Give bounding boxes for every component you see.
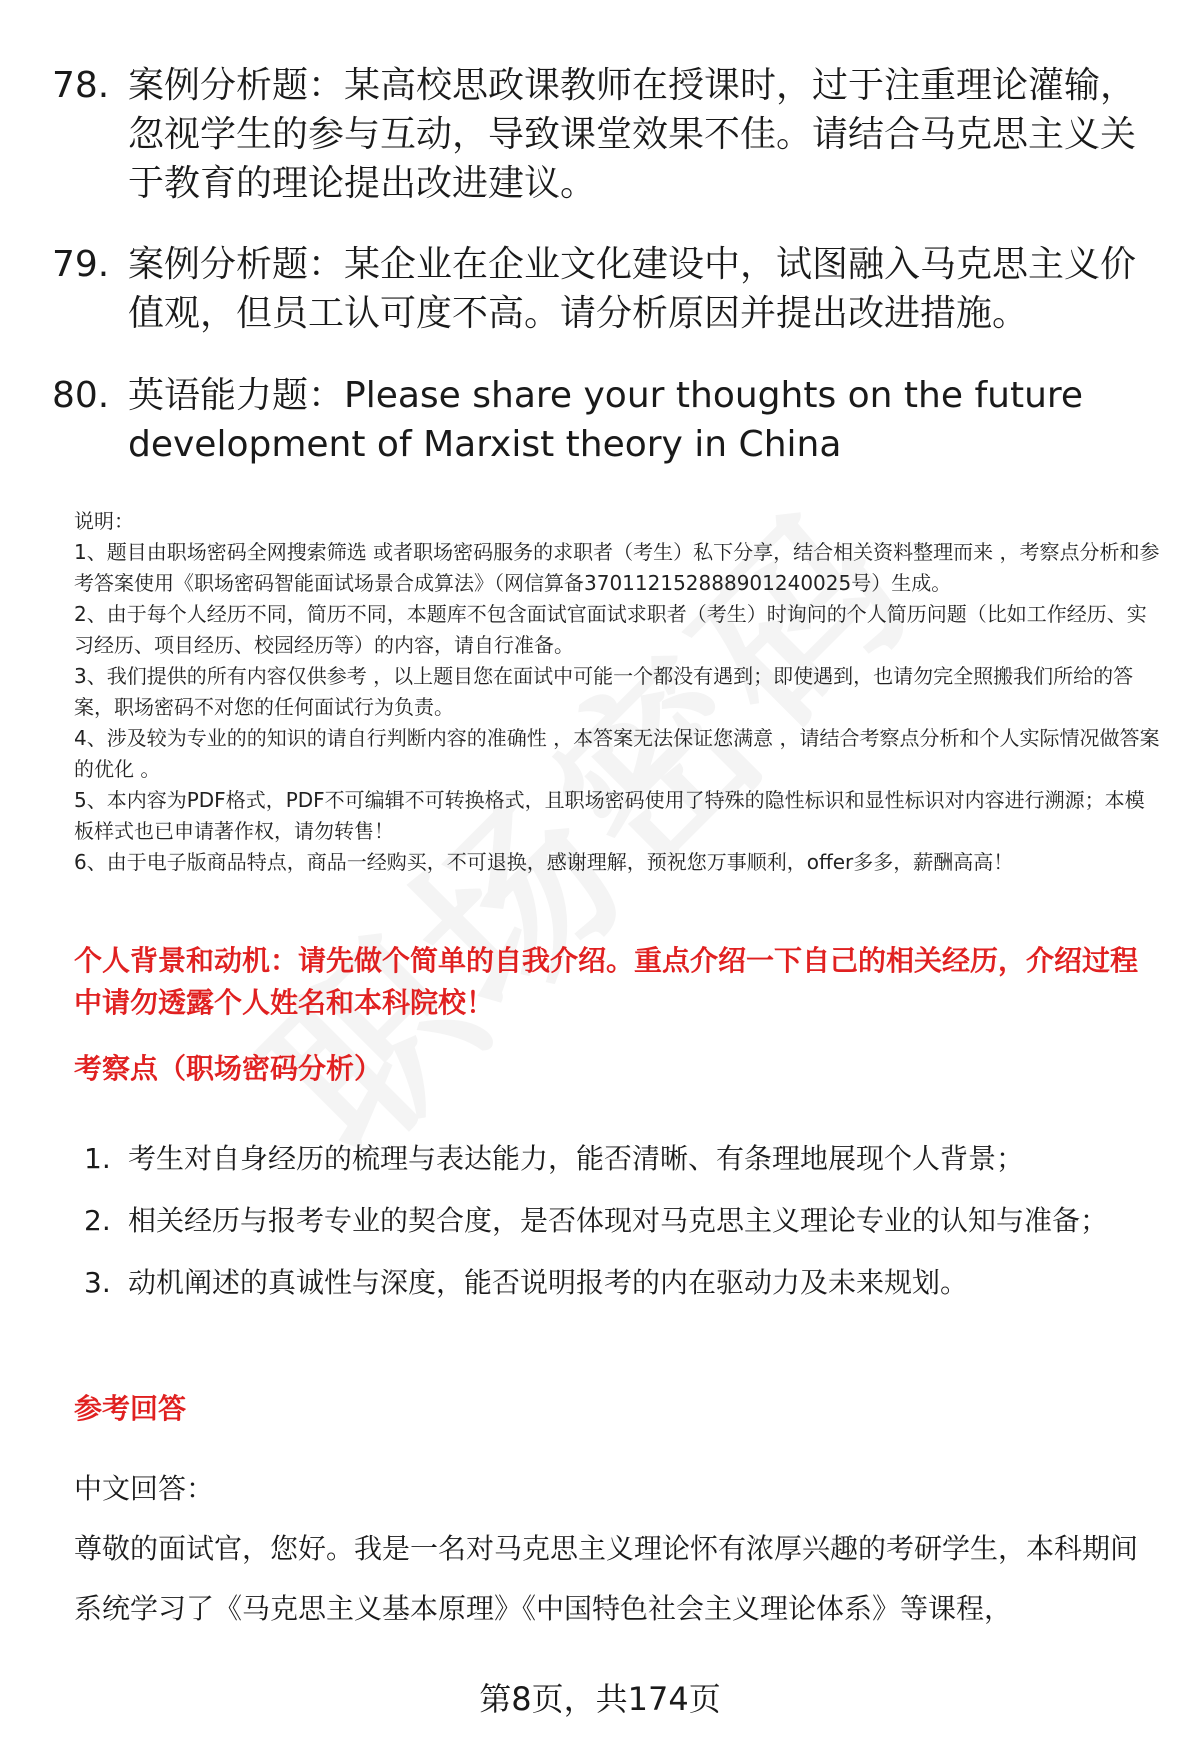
focus-point — [74, 1190, 1134, 1252]
focus-title: 考察点（职场密码分析） — [74, 1052, 383, 1085]
question-78 — [52, 61, 1152, 208]
note-item: 5、本内容为PDF格式，PDF不可编辑不可转换格式，且职场密码使用了特殊的隐性标识和显性标识对内容进行溯源；本模板样式也已申请著作权，请勿转售！ — [74, 788, 1145, 843]
focus-point-text: 相关经历与报考专业的契合度，是否体现对马克思主义理论专业的认知与准备； — [128, 1204, 1109, 1237]
reference-answer — [74, 1459, 1154, 1639]
focus-point-number: 1. — [84, 1142, 111, 1175]
focus-point-text: 考生对自身经历的梳理与表达能力，能否清晰、有条理地展现个人背景； — [128, 1142, 1025, 1175]
answer-label: 中文回答： — [74, 1472, 215, 1505]
answer-text: 尊敬的面试官，您好。我是一名对马克思主义理论怀有浓厚兴趣的考研学生，本科期间系统学习了《马克思主义基本原理》《中国特色社会主义理论体系》等课程， — [74, 1532, 1139, 1625]
question-80 — [52, 371, 1152, 469]
focus-point-number: 2. — [84, 1204, 111, 1237]
notes-heading: 说明： — [74, 509, 134, 533]
focus-point — [74, 1252, 1134, 1314]
note-item: 2、由于每个人经历不同，简历不同，本题库不包含面试官面试求职者（考生）时询问的个人简历问题（比如工作经历、实习经历、项目经历、校园经历等）的内容，请自行准备。 — [74, 602, 1147, 657]
question-text: 案例分析题：某企业在企业文化建设中，试图融入马克思主义价值观，但员工认可度不高。请分析原因并提出改进措施。 — [128, 244, 1137, 334]
note-item: 1、题目由职场密码全网搜索筛选 或者职场密码服务的求职者（考生）私下分享，结合相关资料整理而来 ，考察点分析和参考答案使用《职场密码智能面试场景合成算法》（网信算备370112152888901240025号）生成。 — [74, 540, 1160, 595]
focus-point-text: 动机阐述的真诚性与深度，能否说明报考的内在驱动力及未来规划。 — [128, 1266, 969, 1299]
background-question: 个人背景和动机：请先做个简单的自我介绍。重点介绍一下自己的相关经历，介绍过程中请勿透露个人姓名和本科院校！ — [74, 944, 1139, 1019]
notes-section — [74, 506, 1164, 878]
question-number: 80. — [52, 375, 110, 416]
note-item: 6、由于电子版商品特点，商品一经购买，不可退换，感谢理解，预祝您万事顺利，offer多多，薪酬高高！ — [74, 850, 1014, 874]
question-79 — [52, 240, 1152, 338]
question-text: 案例分析题：某高校思政课教师在授课时，过于注重理论灌输，忽视学生的参与互动，导致课堂效果不佳。请结合马克思主义关于教育的理论提出改进建议。 — [128, 65, 1137, 204]
question-number: 78. — [52, 65, 110, 106]
note-item: 3、我们提供的所有内容仅供参考 ，以上题目您在面试中可能一个都没有遇到；即使遇到，也请勿完全照搬我们所给的答案，职场密码不对您的任何面试行为负责。 — [74, 664, 1134, 719]
focus-point-number: 3. — [84, 1266, 111, 1299]
question-text: 英语能力题：Please share your thoughts on the future development of Marxist theory in China — [128, 375, 1084, 465]
question-number: 79. — [52, 244, 110, 285]
reference-title: 参考回答 — [74, 1392, 187, 1425]
focus-points — [74, 1128, 1134, 1314]
focus-point — [74, 1128, 1134, 1190]
note-item: 4、涉及较为专业的的知识的请自行判断内容的准确性 ，本答案无法保证您满意 ，请结合考察点分析和个人实际情况做答案的优化 。 — [74, 726, 1160, 781]
page-footer: 第8页，共174页 — [479, 1680, 721, 1718]
